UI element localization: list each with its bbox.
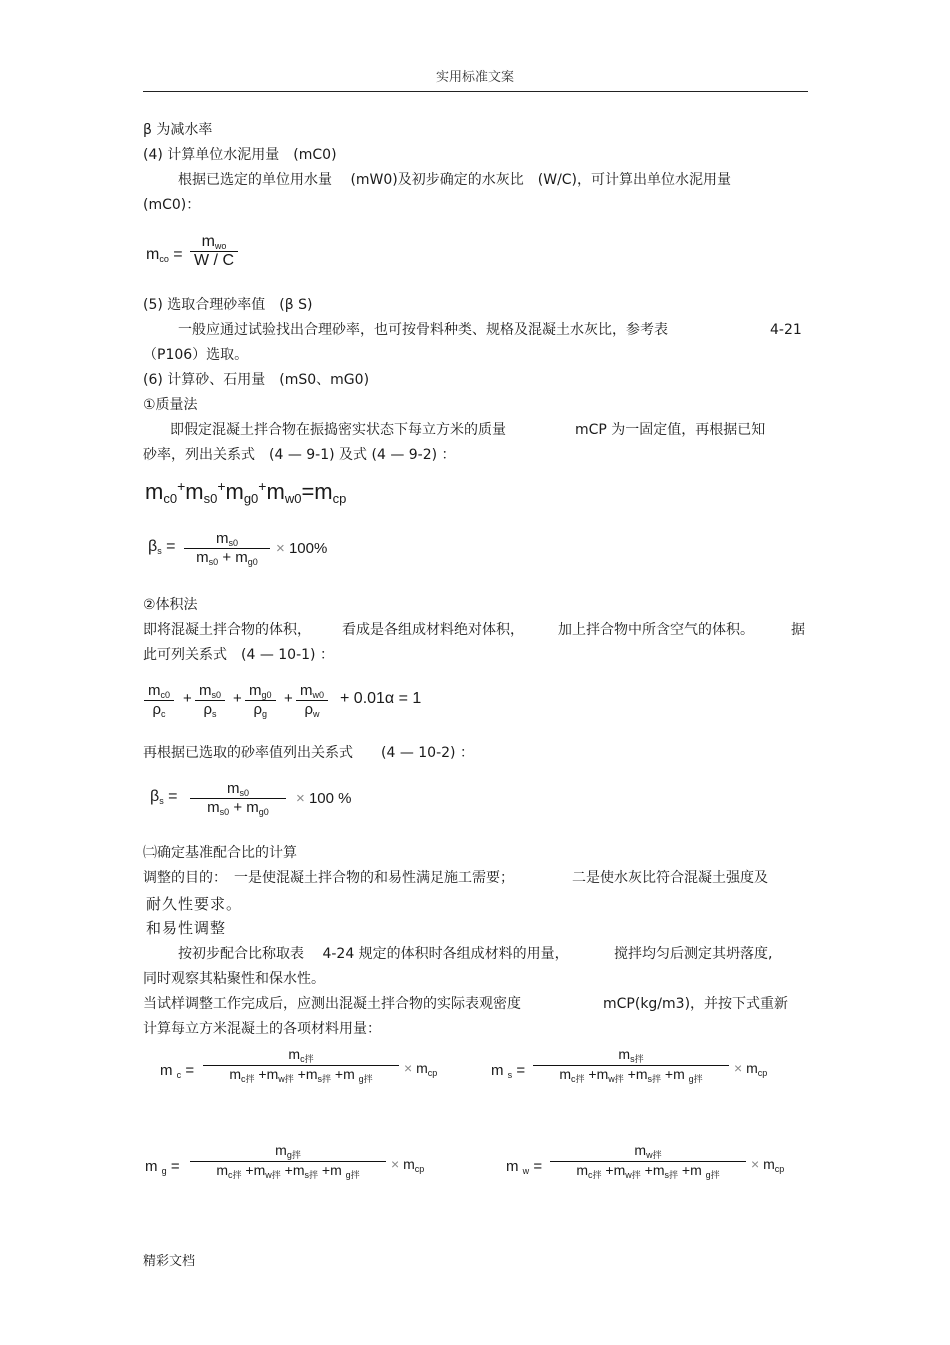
text-line: 加上拌合物中所含空气的体积。	[558, 622, 754, 638]
section-heading: (4) 计算单位水泥用量 (mC0)	[143, 147, 337, 163]
text-line: mCP 为一固定值，再根据已知	[575, 422, 766, 438]
plus-sign: +	[183, 690, 192, 707]
formula-mass-sum: $m_{c0}^+m_{s0}^+m_{g0}^+m_{w0}=m_{cp}$	[145, 478, 347, 506]
formula-mg-fraction: $m_{g拌}$ $m_{c拌} +m_{w拌} +m_{s拌} +m$ $_{g拌}$	[190, 1142, 386, 1181]
text-line: 一般应通过试验找出合理砂率，也可按骨料种类、规格及混凝土水灰比，参考表	[178, 322, 668, 338]
text-line: 砂率，列出关系式 (4 — 9-1) 及式 (4 — 9-2) ：	[143, 447, 456, 463]
formula-volume-tail: + 0.01α = 1	[340, 690, 422, 707]
text-line: 4-21	[770, 322, 802, 338]
text-line: 计算每立方米混凝土的各项材料用量：	[143, 1021, 381, 1037]
text-line: 同时观察其粘聚性和保水性。	[143, 971, 325, 987]
formula-sand-ratio2-tail: × 100 %	[296, 790, 352, 807]
formula-mw-fraction: $m_{w拌}$ $m_{c拌} +m_{w拌} +m_{s拌} +m$ $_{g拌}$	[550, 1142, 746, 1181]
text-line: 即将混凝土拌合物的体积，	[143, 622, 311, 638]
formula-sand-ratio2-fraction: $m_{s0}$ $m_{s0} + m_{g0}$	[190, 780, 286, 817]
formula-ms-fraction: $m_{s拌}$ $m_{c拌} +m_{w拌} +m_{s拌} +m$ $_{g拌}$	[533, 1046, 729, 1085]
formula-sand-ratio-lhs: $\beta_s$ =	[148, 538, 176, 556]
text-line: 搅拌均匀后测定其坍落度,	[614, 946, 773, 962]
text-line: 当试样调整工作完成后，应测出混凝土拌合物的实际表观密度	[143, 996, 521, 1012]
plus-sign: +	[233, 690, 242, 707]
plus-sign: +	[284, 690, 293, 707]
formula-volume-term-cement: $m_{c0}$ $\rho_c$	[144, 682, 174, 719]
header-rule	[143, 91, 808, 92]
formula-sand-ratio-fraction: $m_{s0}$ $m_{s0} + m_{g0}$	[184, 530, 270, 567]
formula-ms-lhs: m $_s$ =	[491, 1062, 526, 1080]
text-line: 调整的目的： 一是使混凝土拌合物的和易性满足施工需要；	[143, 870, 514, 886]
formula-mc-lhs: m $_c$ =	[160, 1062, 195, 1080]
text-line: 即假定混凝土拌合物在振捣密实状态下每立方米的质量	[170, 422, 506, 438]
formula-sand-ratio2-lhs: $\beta_s$ =	[150, 788, 178, 806]
text-line: mCP(kg/m3)，并按下式重新	[603, 996, 789, 1012]
text-line: 二是使水灰比符合混凝土强度及	[572, 870, 768, 886]
text-line: 看成是各组成材料绝对体积，	[342, 622, 524, 638]
text-line: 据	[791, 622, 805, 638]
text-line: β 为减水率	[143, 122, 213, 138]
formula-mw-tail: × $m_{cp}$	[751, 1156, 785, 1174]
text-line: ②体积法	[143, 597, 198, 613]
subheading: 和易性调整	[146, 919, 227, 937]
text-line: 再根据已选取的砂率值列出关系式 (4 — 10-2) ：	[143, 745, 474, 761]
page-header: 实用标准文案	[435, 70, 514, 85]
formula-volume-term-sand: $m_{s0}$ $\rho_s$	[195, 682, 225, 719]
section-heading: ㈡确定基准配合比的计算	[143, 845, 297, 861]
formula-volume-term-water: $m_{w0}$ $\rho_w$	[296, 682, 328, 719]
formula-mw-lhs: m $_w$ =	[506, 1158, 543, 1176]
text-line: 根据已选定的单位用水量 (mW0)及初步确定的水灰比 (W/C)，可计算出单位水泥用量	[178, 172, 732, 188]
formula-mg-lhs: m $_g$ =	[145, 1158, 180, 1176]
text-line: ①质量法	[143, 397, 198, 413]
text-line: （P106）选取。	[143, 347, 249, 363]
formula-mc-fraction: $m_{c拌}$ $m_{c拌} +m_{w拌} +m_{s拌} +m$ $_{g拌}$	[203, 1046, 399, 1085]
formula-cement-lhs: $m_{co}$ =	[146, 246, 183, 264]
formula-ms-tail: × $m_{cp}$	[734, 1060, 768, 1078]
formula-cement-fraction: $m_{wo}$ W / C	[190, 233, 238, 270]
formula-mc-tail: × $m_{cp}$	[404, 1060, 438, 1078]
section-heading: (5) 选取合理砂率值 (β S)	[143, 297, 313, 313]
page-footer: 精彩文档	[143, 1254, 196, 1269]
formula-sand-ratio-tail: × 100%	[276, 540, 328, 557]
text-line: 按初步配合比称取表 4-24 规定的体积时各组成材料的用量，	[178, 946, 569, 962]
formula-volume-term-gravel: $m_{g0}$ $\rho_g$	[245, 682, 276, 719]
formula-mg-tail: × $m_{cp}$	[391, 1156, 425, 1174]
section-heading: (6) 计算砂、石用量 (mS0、mG0)	[143, 372, 370, 388]
text-line: 此可列关系式 (4 — 10-1) ：	[143, 647, 334, 663]
text-line: (mC0)：	[143, 197, 201, 213]
text-line: 耐久性要求。	[146, 895, 243, 913]
